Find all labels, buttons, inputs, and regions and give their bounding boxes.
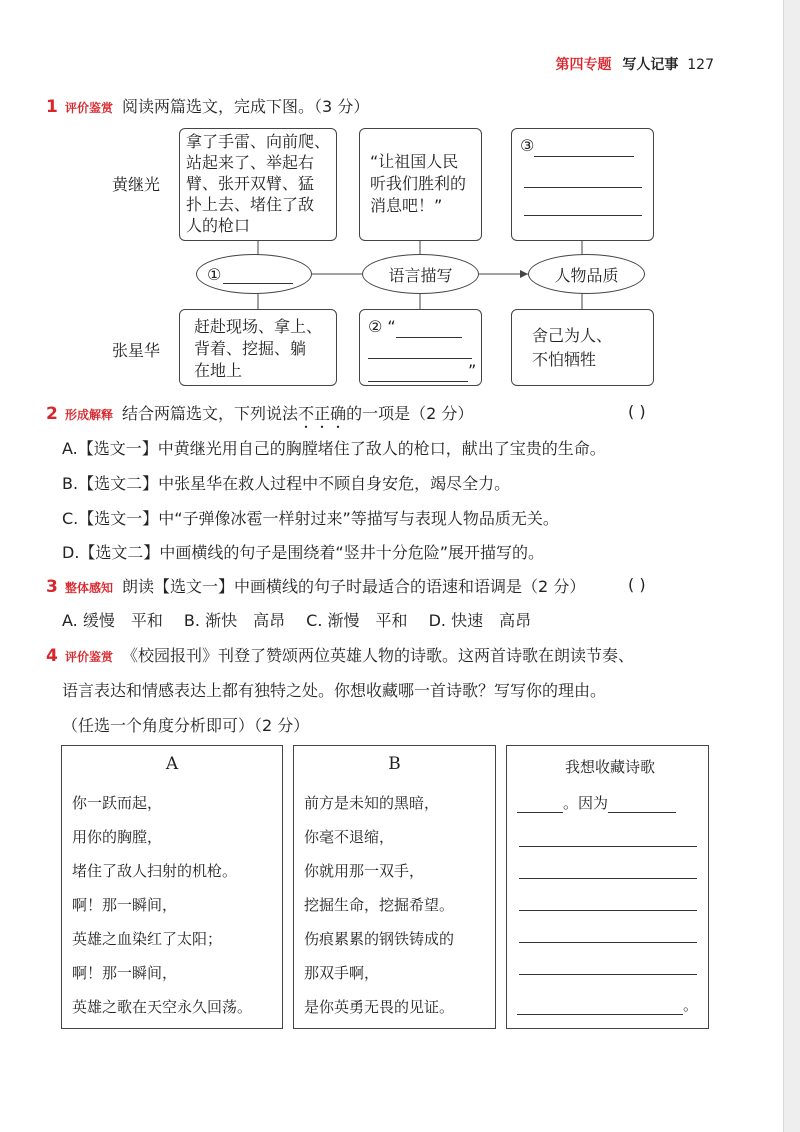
q4-text-line: 语言表达和情感表达上都有独特之处。你想收藏哪一首诗歌？写写你的理由。 [62, 681, 607, 700]
q1-tag: 评价鉴赏 [64, 101, 113, 115]
page-number: 127 [687, 57, 714, 73]
answer-poem-blank[interactable] [517, 794, 563, 813]
box-answer-3[interactable] [511, 128, 654, 241]
box-action-huang [179, 128, 337, 241]
poem-a-line: 啊！那一瞬间， [72, 896, 178, 914]
answer-end-period: 。 [683, 996, 699, 1014]
q2-stem-a: 结合两篇选文，下列说法 [122, 404, 299, 423]
box-action-zhang-line: 背着、挖掘、躺 [194, 339, 307, 358]
poem-a-line: 用你的胸膛， [72, 828, 163, 846]
poem-a-line: 啊！那一瞬间， [72, 964, 178, 982]
q4-number: 4 [46, 646, 58, 666]
box-action-huang-line: 人的枪口 [186, 216, 251, 235]
box-language-huang [359, 128, 482, 241]
answer-reason-line[interactable] [517, 996, 683, 1015]
answer-2-blank-line[interactable] [368, 363, 468, 382]
section-label: 第四专题 [555, 57, 612, 73]
box-action-huang-line: 扑上去、堵住了敌 [186, 195, 315, 214]
q4-text-line: （任选一个角度分析即可）（2 分） [62, 716, 310, 735]
poem-a-box [61, 745, 283, 1029]
oval-language-description: 语言描写 [362, 254, 479, 294]
poem-a-line: 堵住了敌人扫射的机枪。 [72, 862, 238, 880]
answer-2-blank[interactable] [396, 319, 462, 338]
answer-2-marker: ② “ [368, 317, 396, 336]
answer-reason-line[interactable] [519, 942, 697, 943]
answer-3-marker: ③ [520, 136, 535, 155]
poem-a-line: 英雄之血染红了太阳； [72, 930, 223, 948]
answer-1-blank[interactable] [223, 265, 293, 284]
oval-answer-1[interactable] [196, 254, 312, 294]
q2-option-a: A.【选文一】中黄继光用自己的胸膛堵住了敌人的枪口，献出了宝贵的生命。 [62, 439, 606, 458]
q2-option-b: B.【选文二】中张星华在救人过程中不顾自身安危，竭尽全力。 [62, 474, 511, 493]
q2-option-d: D.【选文二】中画横线的句子是围绕着“竖井十分危险”展开描写的。 [62, 543, 544, 562]
q2-stem [46, 401, 473, 432]
box-language-line: 消息吧！” [370, 196, 443, 215]
box-quality-zhang [511, 309, 654, 386]
poem-a-line: 英雄之歌在天空永久回荡。 [72, 998, 253, 1016]
answer-3-blank-line[interactable] [524, 187, 642, 188]
q2-tag: 形成解释 [64, 408, 113, 422]
answer-reason-line[interactable] [519, 974, 697, 975]
oval-character-quality: 人物品质 [528, 254, 645, 294]
poem-b-line: 你就用那一双手， [304, 862, 425, 880]
answer-heading: 我想收藏诗歌 [565, 758, 656, 776]
row-label-zhangxinghua: 张星华 [112, 341, 161, 360]
answer-3-blank-line[interactable] [524, 215, 642, 216]
poem-b-box [293, 745, 496, 1029]
answer-2-blank-line[interactable] [368, 358, 472, 359]
answer-because: 。因为 [563, 794, 609, 812]
q4-stem [46, 643, 634, 666]
answer-3-blank[interactable] [534, 138, 634, 157]
q3-answer-parentheses[interactable]: ( ) [628, 575, 646, 594]
box-language-line: “让祖国人民 [370, 152, 459, 171]
q3-text: 朗读【选文一】中画横线的句子时最适合的语速和语调是（2 分） [122, 577, 586, 596]
q2-stem-emphasis: 不正确 [298, 404, 347, 423]
q4-text-line: 《校园报刊》刊登了赞颂两位英雄人物的诗歌。这两首诗歌在朗读节奏、 [122, 646, 635, 665]
row-label-huangjiguang: 黄继光 [112, 175, 161, 194]
box-action-huang-line: 拿了手雷、向前爬、 [186, 132, 331, 151]
section-title: 写人记事 [622, 57, 679, 73]
box-language-line: 听我们胜利的 [370, 174, 467, 193]
box-quality-line: 不怕牺牲 [532, 350, 597, 369]
box-action-huang-line: 站起来了、举起右 [186, 153, 315, 172]
box-answer-2[interactable] [359, 309, 482, 386]
box-action-huang-line: 臂、张开双臂、猛 [186, 174, 315, 193]
poem-b-title: B [388, 754, 401, 774]
box-action-zhang-line: 在地上 [194, 361, 243, 380]
poem-b-line: 是你英勇无畏的见证。 [304, 998, 455, 1016]
answer-box[interactable] [506, 745, 709, 1029]
q3-stem [46, 574, 585, 597]
answer-reason-line[interactable] [519, 910, 697, 911]
poem-b-line: 挖掘生命，挖掘希望。 [304, 896, 455, 914]
q3-number: 3 [46, 577, 58, 597]
poem-a-title: A [165, 754, 179, 774]
q2-answer-parentheses[interactable]: ( ) [628, 402, 646, 421]
answer-reason-blank[interactable] [608, 794, 676, 813]
poem-b-line: 那双手啊， [304, 964, 380, 982]
poem-b-line: 你毫不退缩， [304, 828, 395, 846]
q2-stem-b: 的一项是（2 分） [346, 404, 474, 423]
q4-tag: 评价鉴赏 [64, 650, 113, 664]
q2-number: 2 [46, 404, 58, 424]
answer-2-close-quote: ” [468, 361, 477, 380]
poem-b-line: 伤痕累累的钢铁铸成的 [304, 930, 455, 948]
box-action-zhang [179, 309, 337, 386]
q3-tag: 整体感知 [64, 581, 113, 595]
q3-options: A. 缓慢 平和 B. 渐快 高昂 C. 渐慢 平和 D. 快速 高昂 [62, 611, 532, 630]
box-quality-line: 舍己为人、 [532, 326, 613, 345]
q1-number: 1 [46, 97, 58, 117]
poem-b-line: 前方是未知的黑暗， [304, 794, 440, 812]
answer-reason-line[interactable] [519, 846, 697, 847]
answer-reason-line[interactable] [519, 878, 697, 879]
q1-text: 阅读两篇选文，完成下图。（3 分） [122, 97, 370, 116]
q2-option-c: C.【选文一】中“子弹像冰雹一样射过来”等描写与表现人物品质无关。 [62, 509, 559, 528]
poem-a-line: 你一跃而起， [72, 794, 163, 812]
answer-1-marker: ① [207, 264, 222, 284]
box-action-zhang-line: 赶赴现场、拿上、 [194, 317, 323, 336]
